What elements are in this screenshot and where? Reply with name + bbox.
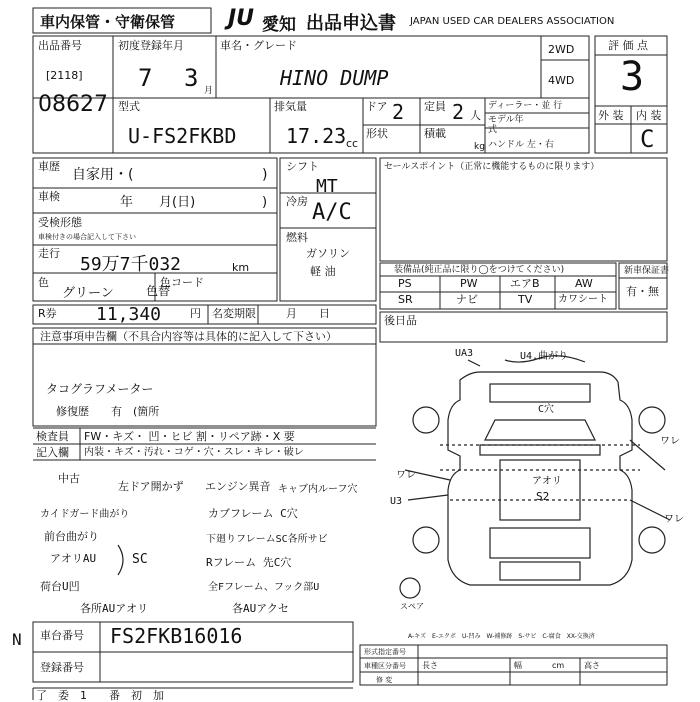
remark-12: 荷台U凹: [40, 580, 80, 593]
capacity-unit: 人: [470, 109, 481, 122]
exhibit-sub-number: [2118]: [46, 69, 83, 82]
ju-logo: JU: [228, 6, 255, 31]
accepted-form-label: 受検形態: [38, 216, 82, 229]
remark-6: カブフレーム C穴: [208, 507, 298, 520]
model-label: 型式: [118, 100, 140, 113]
chassis-mark: N: [12, 630, 22, 649]
recycle-amount: 11,340: [96, 304, 162, 325]
remark-5: カイドガード曲がり: [40, 509, 130, 520]
remark-13: 全Fフレーム、フック部U: [208, 582, 320, 593]
color-code-label: 色コード: [160, 276, 204, 289]
month-unit: 月: [204, 86, 214, 96]
exhibit-number: 08627: [38, 92, 108, 117]
ac-label: 冷房: [286, 195, 308, 208]
remark-4: キャブ内ルーフ穴: [278, 484, 358, 495]
equipment-navi: ナビ: [456, 293, 478, 306]
kg-unit: kg: [474, 142, 485, 152]
mileage-value: 59万7千032: [80, 254, 182, 275]
score-value: 3: [620, 54, 645, 100]
association-name: JAPAN USED CAR DEALERS ASSOCIATION: [410, 16, 615, 27]
equipment-ps: PS: [398, 277, 412, 290]
handle-label: ハンドル 左・右: [488, 140, 554, 150]
height-label: 高さ: [584, 661, 600, 670]
diagram-center2-label: アオリ: [532, 476, 562, 487]
diagram-right2-label: ワレ: [664, 514, 684, 525]
mileage-label: 走行: [38, 247, 60, 260]
diagram-center3-label: S2: [536, 490, 550, 503]
name-change-value: 月 日: [286, 307, 330, 320]
inspection-close: ): [262, 195, 268, 210]
inspector-label: 検査員: [36, 430, 69, 443]
equipment-pw: PW: [460, 277, 478, 290]
modification-label: 修 変: [376, 676, 393, 684]
registration-year: 7: [138, 64, 153, 92]
damage-legend: A-キズ E-エクボ U-凹み W-補修跡 S-サビ C-腐食 XX-交換済: [408, 633, 595, 640]
history-label: 車歴: [38, 160, 60, 173]
remark-7: 前台曲がり: [44, 530, 99, 543]
doors-value: 2: [392, 100, 405, 124]
storage-title: 車内保管・守衛保管: [40, 13, 176, 31]
form-title: 出品申込書: [306, 13, 396, 34]
remark-15: 各AUアクセ: [232, 602, 289, 615]
exhibit-number-label: 出品番号: [38, 39, 82, 52]
remark-2: 左ドア開かず: [118, 480, 184, 493]
dealer-label: ディーラー・並 行: [488, 101, 563, 111]
inspector-entry-label: 記入欄: [36, 446, 69, 459]
diagram-center1-label: C穴: [538, 404, 555, 415]
four-wd-label: 4WD: [548, 74, 575, 87]
displacement-label: 排気量: [274, 100, 307, 113]
post-install-label: 後日品: [384, 314, 417, 327]
car-name-label: 車名・グレード: [220, 39, 297, 52]
remark-8: 下廻りフレームSC各所サビ: [206, 534, 328, 545]
length-label: 長さ: [422, 661, 438, 670]
model-code: U-FS2FKBD: [128, 124, 237, 148]
capacity-label: 定員: [424, 100, 446, 113]
inspection-value: 年 月(日): [120, 195, 196, 210]
diagram-right1-label: ワレ: [660, 436, 680, 447]
diagram-top-label: UA3: [455, 348, 474, 359]
registration-number-label: 登録番号: [40, 661, 84, 674]
inspection-label: 車検: [38, 190, 60, 203]
bottom-strip: 了 委 1 番 初 加: [36, 689, 186, 702]
warranty-value: 有・無: [626, 285, 659, 298]
accepted-form-note: 車検付きの場合記入して下さい: [38, 233, 136, 241]
recycle-label: R券: [38, 307, 57, 320]
notes-label: 注意事項申告欄（不具合内容等は具体的に記入して下さい）: [40, 330, 337, 343]
registration-month: 3: [184, 64, 199, 92]
capacity-value: 2: [452, 100, 465, 124]
score-label: 評 価 点: [608, 39, 648, 52]
first-registration-label: 初度登録年月: [118, 39, 184, 52]
type-designation-label: 形式指定番号: [364, 648, 406, 656]
history-close: ): [262, 167, 268, 183]
chassis-number: FS2FKB16016: [110, 624, 243, 648]
chassis-label: 車台番号: [40, 629, 84, 642]
color-value: グリーン: [62, 286, 114, 301]
name-change-label: 名変期限: [212, 307, 256, 320]
inspector-row1: FW・キズ・ 凹・ヒビ 割・リペア跡・X 要: [84, 430, 295, 443]
equipment-airbag: エアB: [510, 277, 540, 290]
width-label: 幅: [514, 661, 522, 670]
org-name: 愛知: [262, 15, 296, 35]
diagram-left2-label: U3: [390, 496, 403, 507]
equipment-label: 装備品(純正品に限り◯をつけてください): [394, 265, 565, 275]
car-name: HINO DUMP: [280, 66, 389, 90]
exterior-label: 外 装: [598, 109, 624, 122]
sales-point-label: セールスポイント（正常に機能するものに限ります）: [384, 162, 600, 172]
yen-unit: 円: [190, 307, 201, 320]
model-year-label: モデル年 式: [488, 115, 524, 135]
diagram-top2-label: U4.曲がり: [520, 351, 569, 362]
color-changed: 色替: [146, 284, 171, 298]
inspector-row2: 内装・キズ・汚れ・コゲ・穴・スレ・キレ・破レ: [84, 447, 304, 458]
color-label: 色: [38, 276, 49, 289]
warranty-label: 新車保証書: [624, 266, 670, 276]
category-number-label: 車種区分番号: [364, 662, 406, 670]
equipment-sr: SR: [398, 293, 413, 306]
notes-line1: タコグラフメーター: [46, 382, 154, 396]
shift-label: シフト: [286, 160, 319, 173]
spare-label: スペア: [400, 602, 424, 611]
diagram-left1-label: ワレ: [396, 470, 416, 481]
ac-value: A/C: [312, 200, 352, 225]
shape-label: 形状: [366, 127, 388, 140]
displacement-value: 17.23: [286, 124, 347, 148]
remark-1: 中古: [58, 472, 80, 485]
equipment-leather-seat: カワシート: [558, 294, 608, 305]
remark-3: エンジン異音: [205, 480, 271, 493]
fuel-gasoline: ガソリン: [306, 247, 350, 260]
doors-label: ドア: [366, 100, 388, 113]
km-unit: km: [232, 261, 250, 274]
cm-unit: cm: [552, 661, 565, 670]
repair-history-label: 修復歴 有 (箇所: [56, 405, 160, 418]
remark-9: アオリAU: [50, 552, 97, 565]
shift-value: MT: [316, 176, 338, 197]
load-label: 積載: [424, 127, 446, 140]
equipment-tv: TV: [518, 293, 533, 306]
interior-label: 内 装: [636, 109, 662, 122]
fuel-label: 燃料: [286, 231, 308, 244]
two-wd-label: 2WD: [548, 43, 575, 56]
cc-unit: cc: [346, 137, 359, 150]
fuel-diesel: 軽 油: [310, 265, 336, 278]
interior-grade: C: [640, 125, 655, 153]
remark-10: SC: [132, 552, 148, 567]
equipment-aw: AW: [575, 277, 593, 290]
history-value: 自家用・(: [72, 167, 134, 183]
remark-11: Rフレーム 先C穴: [206, 556, 292, 569]
remark-14: 各所AUアオリ: [80, 602, 149, 615]
